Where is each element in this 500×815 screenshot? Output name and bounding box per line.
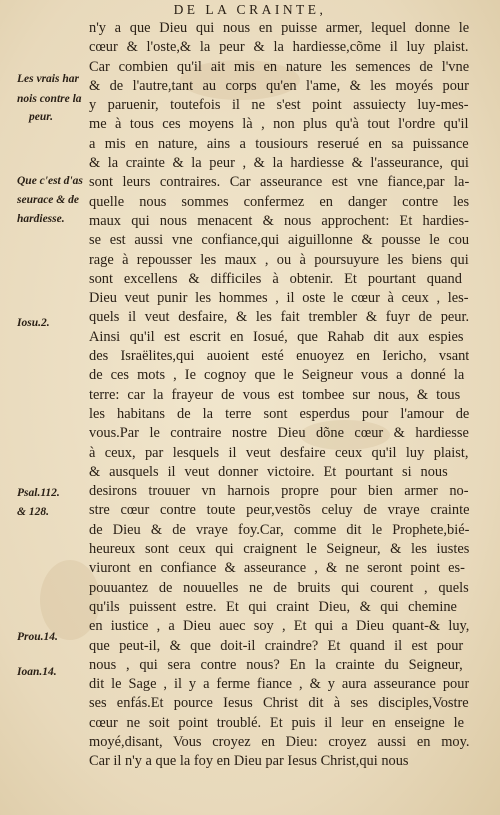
margin-note: Les vrais har bbox=[17, 73, 79, 85]
text-line: quelle nous sommes confermez en danger contre les bbox=[89, 193, 469, 210]
text-line: pouuantez de nouuelles ne de bruits qui courent , quels bbox=[89, 579, 469, 596]
margin-note: nois contre la bbox=[17, 93, 82, 105]
text-line: de Dieu & de vraye foy.Car, comme dit le Prophete,bié- bbox=[89, 521, 469, 538]
text-line: quels il veut desfaire, & les fait trembler & fuyr de peur. bbox=[89, 309, 469, 326]
text-line: Car combien qu'il ait mis en nature les semences de l'vne bbox=[89, 58, 469, 75]
text-line: en iustice , a Dieu auec soy , Et qui a Dieu quant-& luy, bbox=[89, 618, 469, 635]
text-line: se est aussi vne confiance,qui aiguillonne & pousse le cou bbox=[89, 232, 469, 249]
body-text bbox=[89, 19, 469, 772]
text-line: Ainsi qu'il est escrit en Iosué, que Rahab dit aux espies bbox=[89, 328, 464, 345]
text-line: à ceux, par lesquels il veut desfaire ceux qu'il luy plaist, bbox=[89, 444, 469, 461]
margin-note: seurace & de bbox=[17, 194, 79, 206]
text-line: qu'ils puissent estre. Et qui craint Dieu, & qui chemine bbox=[89, 598, 457, 615]
text-line: maux qui nous menacent & nous approchent: Et hardies- bbox=[89, 212, 469, 229]
margin-note: Psal.112. bbox=[17, 487, 60, 499]
text-line: y paruenir, toutefois il ne s'est point assuiecty luy-mes- bbox=[89, 97, 469, 114]
text-line: sont excellens & difficiles à obtenir. Et pourtant quand bbox=[89, 270, 462, 287]
margin-note: hardiesse. bbox=[17, 213, 65, 225]
text-line: a mis en nature, ains a tousiours reserué en sa puissance bbox=[89, 135, 469, 152]
text-line: ses enfás.Et pource Iesus Christ dit à ses disciples,Vostre bbox=[89, 695, 469, 712]
running-header: DE LA CRAINTE, bbox=[173, 2, 327, 17]
text-line: nous , qui sera contre nous? En la crainte du Seigneur, bbox=[89, 656, 463, 673]
text-line: desirons trouuer vn harnois propre pour bien armer no- bbox=[89, 483, 469, 500]
text-line: n'y a que Dieu qui nous en puisse armer, lequel donne le bbox=[89, 20, 469, 36]
text-line: dit le Sage , il y a ferme fiance , & y aura asseurance pour bbox=[89, 676, 469, 693]
text-line: me à tous ces moyens là , non plus qu'à tout l'ordre qu'il bbox=[89, 116, 469, 133]
margin-note: Que c'est d'as bbox=[17, 175, 83, 187]
text-line: & de l'autre,tant au corps qu'en l'ame, & les moyés pour bbox=[89, 77, 469, 94]
text-line: de ces mots , Ie cognoy que le Seigneur vous a donné la bbox=[89, 367, 465, 384]
text-line: Dieu veut punir les hommes , il oste le cœur à ceux , les- bbox=[89, 290, 469, 307]
margin-note: peur. bbox=[29, 111, 53, 123]
text-line: des Israëlites,qui auoient esté enuoyez en Iericho, vsant bbox=[89, 348, 469, 365]
margin-note: Iosu.2. bbox=[17, 317, 50, 329]
text-line: & ausquels il veut donner victoire. Et pourtant si nous bbox=[89, 463, 448, 480]
text-line: heureux sont ceux qui craignent le Seigneur, & les iustes bbox=[89, 541, 469, 558]
text-line: les habitans de la terre sont esperdus pour l'amour de bbox=[89, 405, 469, 422]
text-line: cœur & l'oste,& la peur & la hardiesse,cõme il luy plaist. bbox=[89, 39, 469, 56]
text-line: vous.Par le contraire nostre Dieu dõne cœur & hardiesse bbox=[89, 425, 469, 442]
text-line: rage à repousser les maux , ou à poursuyure les biens qui bbox=[89, 251, 469, 268]
text-line: sont leurs contraires. Car asseurance est vne fiance,par la- bbox=[89, 174, 469, 191]
text-line: moyé,disant, Vous croyez en Dieu: croyez aussi en moy. bbox=[89, 733, 469, 750]
text-line: cœur ne soit point troublé. Et puis il leur en enseigne le bbox=[89, 714, 464, 731]
text-line: viuront en confiance & asseurance , & ne seront point es- bbox=[89, 560, 465, 577]
margin-note: Prou.14. bbox=[17, 631, 58, 643]
text-line: que peut-il, & que doit-il craindre? Et quand il est pour bbox=[89, 637, 464, 654]
margin-note: Ioan.14. bbox=[17, 666, 57, 678]
text-line: & la crainte & la peur , & la hardiesse & l'asseurance, qui bbox=[89, 155, 469, 172]
text-line: stre cœur contre toute peur,vestõs celuy de vraye crainte bbox=[89, 502, 469, 519]
margin-note: & 128. bbox=[17, 506, 49, 518]
text-line: terre: car la frayeur de vous est tombee sur nous, & tous bbox=[89, 386, 461, 403]
text-line: Car il n'y a que la foy en Dieu par Iesus Christ,qui nous bbox=[89, 753, 409, 770]
